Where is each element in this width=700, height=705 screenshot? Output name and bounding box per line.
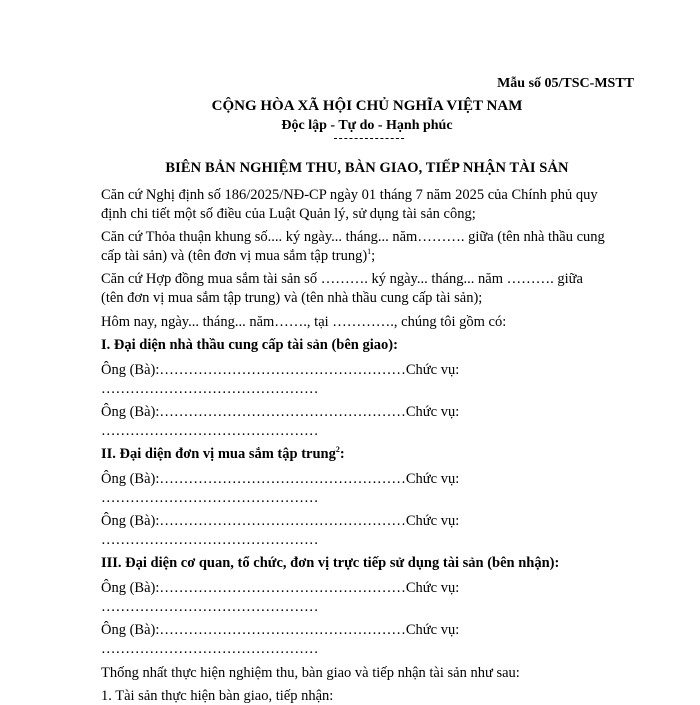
party-3-person-2-dots: ……………………………………… [101,641,319,657]
basis-2-line-2 [101,247,375,265]
agreement-line: Thống nhất thực hiện nghiệm thu, bàn giao và tiếp nhận tài sản như sau: [101,665,520,681]
party-3-person-2: Ông (Bà):……………………………………………Chức vụ: [101,622,460,638]
document-title: BIÊN BẢN NGHIỆM THU, BÀN GIAO, TIẾP NHẬN TÀI SẢN [165,160,569,176]
basis-2-end: ; [371,248,376,264]
basis-2-line-1: Căn cứ Thỏa thuận khung số.... ký ngày... tháng... năm………. giữa (tên nhà thầu cung [101,229,605,245]
section-3-title: III. Đại diện cơ quan, tổ chức, đơn vị trực tiếp sử dụng tài sản (bên nhận): [101,555,560,571]
section-2-text: II. Đại diện đơn vị mua sắm tập trung [101,446,336,462]
footnote-ref-2: 2 [335,445,340,455]
basis-2-text: cấp tài sản) và (tên đơn vị mua sắm tập trung) [101,248,368,264]
basis-3-line-1: Căn cứ Hợp đồng mua sắm tài sản số ………. ký ngày... tháng... năm ………. giữa [101,271,583,287]
party-3-person-1: Ông (Bà):……………………………………………Chức vụ: [101,580,460,596]
basis-3-line-2: (tên đơn vị mua sắm tập trung) và (tên nhà thầu cung cấp tài sản); [101,290,483,306]
party-1-person-1: Ông (Bà):……………………………………………Chức vụ: [101,362,460,378]
party-2-person-1: Ông (Bà):……………………………………………Chức vụ: [101,471,460,487]
party-2-person-1-dots: ……………………………………… [101,490,319,506]
party-2-person-2-dots: ……………………………………… [101,532,319,548]
header-divider [334,138,404,139]
today-line: Hôm nay, ngày... tháng... năm……., tại …………., chúng tôi gồm có: [101,314,507,330]
footnote-ref-1: 1 [367,247,372,257]
nation-title: CỘNG HÒA XÃ HỘI CHỦ NGHĨA VIỆT NAM [211,98,523,114]
party-1-person-2-dots: ……………………………………… [101,423,319,439]
section-2-end: : [339,446,345,462]
section-2-title [101,445,345,463]
party-1-person-1-dots: ……………………………………… [101,381,319,397]
party-1-person-2: Ông (Bà):……………………………………………Chức vụ: [101,404,460,420]
section-1-title: I. Đại diện nhà thầu cung cấp tài sản (bên giao): [101,337,398,353]
form-code: Mẫu số 05/TSC-MSTT [497,76,634,91]
party-2-person-2: Ông (Bà):……………………………………………Chức vụ: [101,513,460,529]
party-3-person-1-dots: ……………………………………… [101,599,319,615]
basis-1-line-2: định chi tiết một số điều của Luật Quản lý, sử dụng tài sản công; [101,206,476,222]
motto: Độc lập - Tự do - Hạnh phúc [281,118,453,133]
item-1-heading: 1. Tài sản thực hiện bàn giao, tiếp nhận: [101,688,334,704]
basis-1-line-1: Căn cứ Nghị định số 186/2025/NĐ-CP ngày 01 tháng 7 năm 2025 của Chính phủ quy [101,187,598,203]
